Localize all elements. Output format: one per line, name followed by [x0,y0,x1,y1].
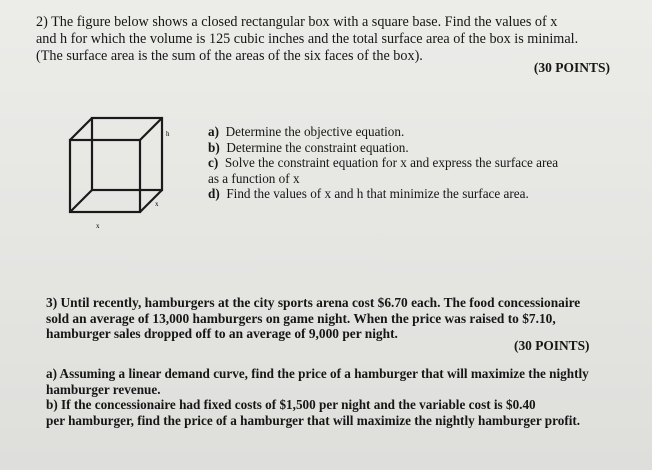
step-c: c) Solve the constraint equation for x and express the surface area [208,155,559,170]
problem-3-points: (30 POINTS) [514,338,590,353]
problem-2-line: 2) The figure below shows a closed rectangular box with a square base. Find the values of x [36,14,558,30]
problem-3-line: sold an average of 13,000 hamburgers on game night. When the price was raised to $7.10, [46,310,556,326]
step-d: d) Find the values of x and h that minimize the surface area. [208,186,529,201]
problem-2-line: (The surface area is the sum of the areas of the six faces of the box). [36,48,423,64]
part-a: a) Assuming a linear demand curve, find the price of a hamburger that will maximize the nightly [46,366,589,381]
part-b-continued: per hamburger, find the price of a hamburger that will maximize the nightly hamburger profit. [46,412,581,428]
box-edge [140,190,162,212]
box-edge [70,190,92,212]
box-edge [70,118,92,140]
part-a-continued: hamburger revenue. [46,381,161,397]
part-b: b) If the concessionaire had fixed costs of $1,500 per night and the variable cost is $0.40 [46,397,536,412]
step-c-continued: as a function of x [208,170,300,186]
problem-2-statement [36,14,626,65]
box-edge [140,118,162,140]
problem-3-line: 3) Until recently, hamburgers at the city sports arena cost $6.70 each. The food concessionaire [46,295,581,310]
problem-3-line: hamburger sales dropped off to an average of 9,000 per night. [46,326,398,341]
problem-3-statement [46,295,626,342]
problem-2-steps [208,124,618,202]
step-a: a) Determine the objective equation. [208,124,405,139]
box-figure [62,110,182,230]
box-label-x-side: x [155,200,159,208]
step-b: b) Determine the constraint equation. [208,139,409,155]
problem-2-points: (30 POINTS) [533,60,610,75]
problem-2-line: and h for which the volume is 125 cubic inches and the total surface area of the box is minimal. [36,31,579,47]
box-label-h: h [166,130,170,138]
box-label-x-bottom: x [96,222,100,230]
problem-3-parts [46,366,626,428]
